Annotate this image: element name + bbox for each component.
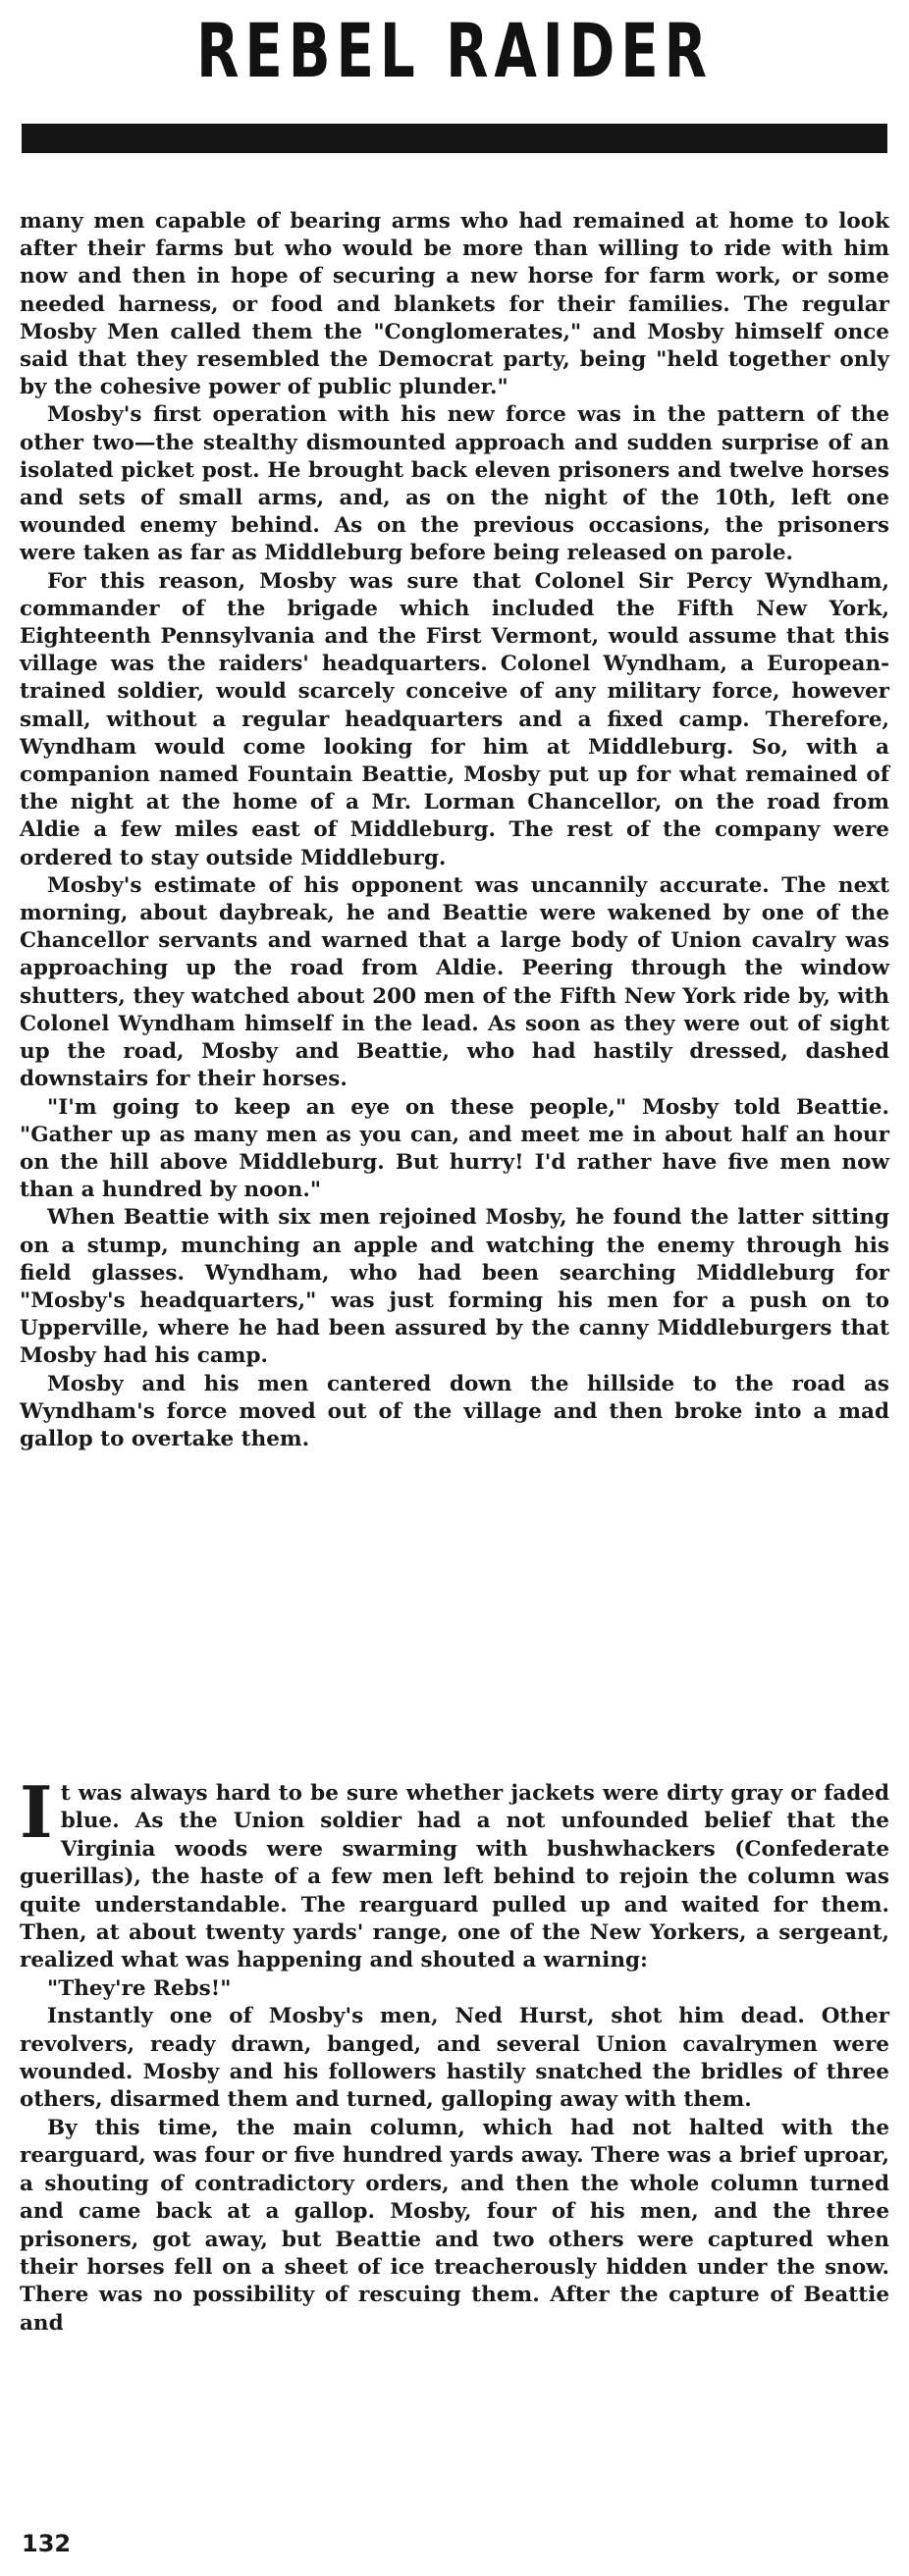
- title-rule: [22, 124, 887, 153]
- paragraph: many men capable of bearing arms who had remained at home to look after their farms but who would be more than willing to ride with him now and then in hope of securing a new horse for farm work, or some needed harness, or food and blankets for their families. The regular Mosby Men called them the "Conglomerates," and Mosby himself once said that they resembled the Democrat party, being "held together only by the cohesive power of public plunder.": [20, 209, 889, 400]
- paragraph: Mosby's first operation with his new force was in the pattern of the other two—the stealthy dismounted approach and sudden surprise of an isolated picket post. He brought back eleven prisoners and twelve horses and sets of small arms, and, as on the night of the 10th, left one wounded enemy behind. As on the previous occasions, the prisoners were taken as far as Middleburg before being released on parole.: [20, 402, 889, 566]
- lead-paragraph: [20, 1770, 889, 1975]
- page-number: 132: [22, 2530, 72, 2557]
- section-two: [20, 1770, 889, 2338]
- paragraph: By this time, the main column, which had not halted with the rearguard, was four or five hundred yards away. There was a brief uproar, a shouting of contradictory orders, and then the whole column turned and came back at a gallop. Mosby, four of his men, and the three prisoners, got away, but Beattie and two others were captured when their horses fell on a sheet of ice treacherously hidden under the snow. There was no possibility of rescuing them. After the capture of Beattie and: [20, 2115, 889, 2336]
- paragraph: When Beattie with six men rejoined Mosby, he found the latter sitting on a stump, munching an apple and watching the enemy through his field glasses. Wyndham, who had been searching Middleburg for "Mosby's headquarters," was just forming his men for a push on to Upperville, where he had been assured by the canny Middleburgers that Mosby had his camp.: [20, 1205, 889, 1369]
- paragraph: Instantly one of Mosby's men, Ned Hurst, shot him dead. Other revolvers, ready drawn, banged, and several Union cavalrymen were wounded. Mosby and his followers hastily snatched the bridles of three others, disarmed them and turned, galloping away with them.: [20, 2004, 889, 2113]
- page-title: REBEL RAIDER: [196, 7, 713, 94]
- paragraph: For this reason, Mosby was sure that Colonel Sir Percy Wyndham, commander of the brigade which included the Fifth New York, Eighteenth Pennsylvania and the First Vermont, would assume that this village was the raiders' headquarters. Colonel Wyndham, a European-trained soldier, would scarcely conceive of any military force, however small, without a regular headquarters and a fixed camp. Therefore, Wyndham would come looking for him at Middleburg. So, with a companion named Fountain Beattie, Mosby put up for what remained of the night at the home of a Mr. Lorman Chancellor, on the road from Aldie a few miles east of Middleburg. The rest of the company were ordered to stay outside Middleburg.: [20, 568, 889, 870]
- paragraph: Mosby's estimate of his opponent was uncannily accurate. The next morning, about daybreak, he and Beattie were wakened by one of the Chancellor servants and warned that a large body of Union cavalry was approaching up the road from Aldie. Peering through the window shutters, they watched about 200 men of the Fifth New York ride by, with Colonel Wyndham himself in the lead. As soon as they were out of sight up the road, Mosby and Beattie, who had hastily dressed, dashed downstairs for their horses.: [20, 872, 889, 1092]
- paragraph: Mosby and his men cantered down the hillside to the road as Wyndham's force moved out of the village and then broke into a mad gallop to overtake them.: [20, 1371, 889, 1451]
- paragraph: "They're Rebs!": [47, 1975, 232, 2001]
- lead-paragraph-text: t was always hard to be sure whether jackets were dirty gray or faded blue. As the Union soldier had a not unfounded belief that the Virginia woods were swarming with bushwhackers (Confederate guerillas), the haste of a few men left behind to rejoin the column was quite understandable. The rearguard pulled up and waited for them. Then, at about twenty yards' range, one of the New Yorkers, a sergeant, realized what was happening and shouted a warning:: [20, 1781, 889, 1973]
- section-one: [20, 208, 889, 1453]
- drop-cap: I: [20, 1770, 53, 1854]
- paragraph: "I'm going to keep an eye on these people," Mosby told Beattie. "Gather up as many men as you can, and meet me in about half an hour on the hill above Middleburg. But hurry! I'd rather have five men now than a hundred by noon.": [20, 1094, 889, 1203]
